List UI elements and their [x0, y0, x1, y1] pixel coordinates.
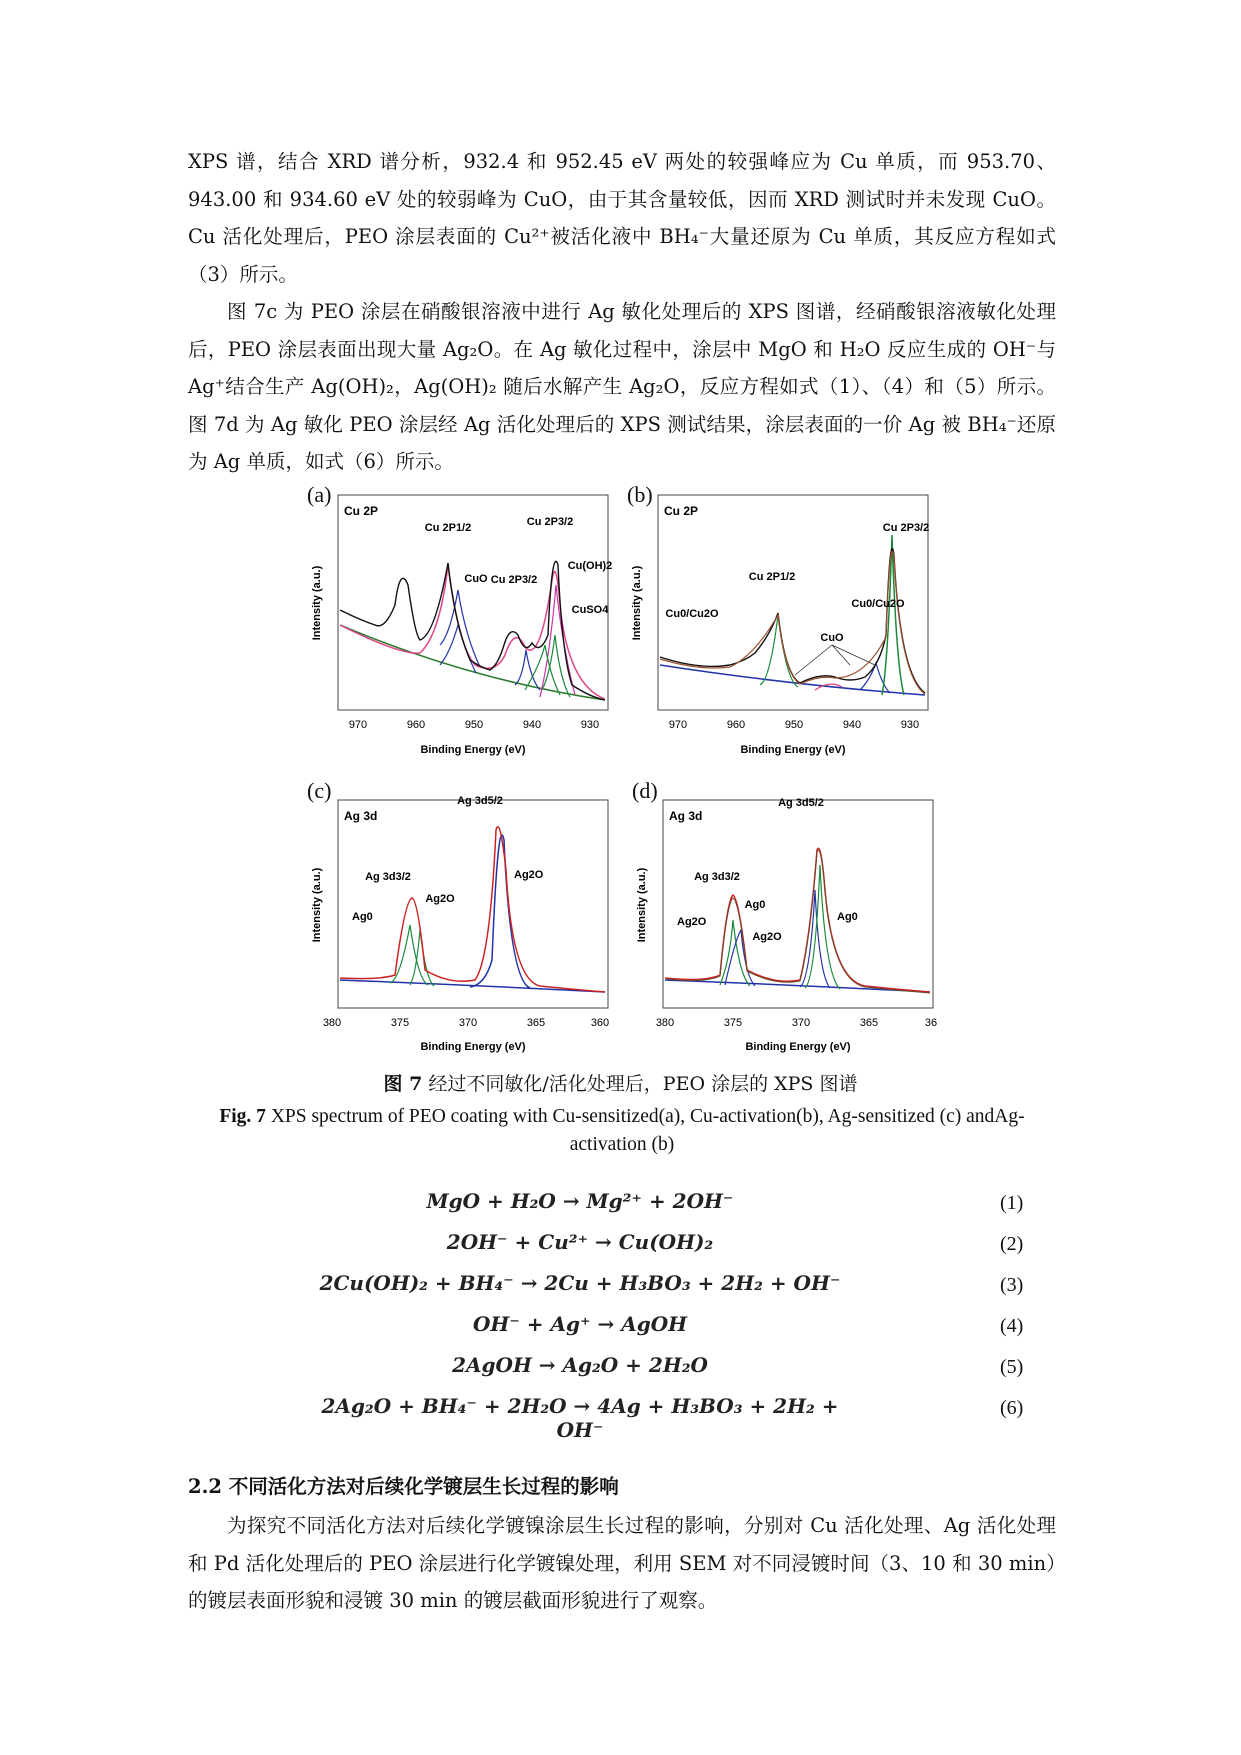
equation-2-number: (2)	[1000, 1233, 1024, 1255]
equation-4-number: (4)	[1000, 1315, 1024, 1337]
annotation-c-ag0: Ag0	[352, 911, 373, 923]
annotation-d-ag0-b: Ag0	[837, 911, 858, 923]
annotation-b-2: Cu0/Cu2O	[665, 608, 719, 620]
paragraph-3: 为探究不同活化方法对后续化学镀镍涂层生长过程的影响，分别对 Cu 活化处理、Ag 活化处理和 Pd 活化处理后的 PEO 涂层进行化学镀镍处理，利用 SEM 对不同浸镀时间（3、10 和 30 min）的镀层表面形貌和浸镀 30 min 的镀层截面形貌进行了观察。	[188, 1514, 1056, 1612]
annotation-c-ag2o-b: Ag2O	[425, 893, 455, 905]
annotation-b-3: Cu0/Cu2O	[851, 598, 905, 610]
figure-caption-cn	[0, 1069, 1241, 1096]
annotation-a-3: CuO	[464, 573, 488, 585]
equation-5-number: (5)	[1000, 1356, 1024, 1378]
annotation-d-ag2o-b: Ag2O	[752, 931, 782, 943]
svg-text:970: 970	[668, 719, 688, 731]
svg-text:36: 36	[924, 1017, 938, 1029]
svg-text:950: 950	[464, 719, 484, 731]
annotation-b-1: Cu 2P1/2	[748, 571, 796, 583]
xps-chart-c	[300, 780, 620, 1060]
panel-label-a: (a)	[307, 482, 332, 507]
svg-text:365: 365	[859, 1017, 879, 1029]
annotation-d-ag2o-a: Ag2O	[677, 916, 707, 928]
svg-text:960: 960	[726, 719, 746, 731]
annotation-c-ag2o-a: Ag2O	[514, 869, 544, 881]
y-axis-label-d: Intensity (a.u.)	[636, 867, 648, 943]
svg-text:970: 970	[348, 719, 368, 731]
figure-caption-en-text: XPS spectrum of PEO coating with Cu-sensitized(a), Cu-activation(b), Ag-sensitized (c) andAg-activation (b)	[270, 1106, 1025, 1155]
annotation-a-4: Cu(OH)2	[567, 560, 613, 572]
svg-text:930: 930	[580, 719, 600, 731]
panel-label-b: (b)	[627, 482, 653, 507]
svg-text:380: 380	[322, 1017, 342, 1029]
annotation-a-0: Cu 2P1/2	[424, 522, 472, 534]
equation-5: 2AgOH → Ag₂O + 2H₂O	[452, 1353, 708, 1377]
element-label-a: Cu 2P	[344, 504, 379, 518]
annotation-b-0: Cu 2P3/2	[882, 522, 930, 534]
svg-text:370: 370	[791, 1017, 811, 1029]
annotation-a-1: Cu 2P3/2	[490, 574, 538, 586]
y-axis-label-b: Intensity (a.u.)	[631, 565, 643, 641]
panel-label-d: (d)	[632, 778, 658, 803]
figure-caption-cn-label: 图 7	[383, 1073, 423, 1095]
svg-text:365: 365	[526, 1017, 546, 1029]
xps-chart-a	[300, 485, 620, 765]
equation-6: 2Ag₂O + BH₄⁻ + 2H₂O → 4Ag + H₃BO₃ + 2H₂ + OH⁻	[321, 1394, 839, 1442]
svg-text:950: 950	[784, 719, 804, 731]
svg-text:940: 940	[522, 719, 542, 731]
annotation-b-4: CuO	[820, 632, 844, 644]
figure-caption-en	[188, 1103, 1056, 1159]
equation-3: 2Cu(OH)₂ + BH₄⁻ → 2Cu + H₃BO₃ + 2H₂ + OH⁻	[319, 1271, 841, 1295]
svg-text:940: 940	[842, 719, 862, 731]
svg-text:380: 380	[655, 1017, 675, 1029]
y-axis-label-c: Intensity (a.u.)	[311, 867, 323, 943]
equation-1: MgO + H₂O → Mg²⁺ + 2OH⁻	[426, 1189, 734, 1213]
y-axis-label-a: Intensity (a.u.)	[311, 565, 323, 641]
xps-chart-b	[620, 485, 940, 765]
element-label-d: Ag 3d	[669, 809, 703, 823]
xps-chart-d	[625, 780, 950, 1060]
equation-6-number: (6)	[1000, 1397, 1024, 1419]
svg-text:370: 370	[458, 1017, 478, 1029]
equation-1-number: (1)	[1000, 1192, 1024, 1214]
figure-caption-cn-text: 经过不同敏化/活化处理后，PEO 涂层的 XPS 图谱	[428, 1073, 858, 1095]
annotation-a-2: Cu 2P3/2	[526, 516, 574, 528]
paragraph-2: 图 7c 为 PEO 涂层在硝酸银溶液中进行 Ag 敏化处理后的 XPS 图谱，经硝酸银溶液敏化处理后，PEO 涂层表面出现大量 Ag₂O。在 Ag 敏化过程中，涂层中 MgO 和 H₂O 反应生成的 OH⁻与 Ag⁺结合生产 Ag(OH)₂，Ag(OH)₂ 随后水解产生 Ag₂O，反应方程如式（1）、（4）和（5）所示。图 7d 为 Ag 敏化 PEO 涂层经 Ag 活化处理后的 XPS 测试结果，涂层表面的一价 Ag 被 BH₄⁻还原为 Ag 单质，如式（6）所示。	[188, 300, 1056, 473]
figure-caption-en-label: Fig. 7	[219, 1106, 266, 1127]
annotation-d-3d3: Ag 3d3/2	[694, 871, 740, 883]
section-heading: 2.2 不同活化方法对后续化学镀层生长过程的影响	[188, 1475, 619, 1498]
x-ticks-c	[323, 1017, 609, 1029]
svg-text:930: 930	[900, 719, 920, 731]
annotation-c-3d5: Ag 3d5/2	[457, 795, 503, 807]
x-ticks-b	[669, 719, 919, 731]
equation-2: 2OH⁻ + Cu²⁺ → Cu(OH)₂	[446, 1230, 714, 1254]
panel-label-c: (c)	[307, 778, 332, 803]
equation-3-number: (3)	[1000, 1274, 1024, 1296]
x-axis-label-a: Binding Energy (eV)	[420, 744, 526, 756]
x-axis-label-d: Binding Energy (eV)	[745, 1041, 851, 1053]
x-axis-label-c: Binding Energy (eV)	[420, 1041, 526, 1053]
annotation-a-5: CuSO4	[571, 604, 609, 616]
paragraph-1: XPS 谱，结合 XRD 谱分析，932.4 和 952.45 eV 两处的较强峰应为 Cu 单质，而 953.70、943.00 和 934.60 eV 处的较弱峰为 CuO，由于其含量较低，因而 XRD 测试时并未发现 CuO。Cu 活化处理后，PEO 涂层表面的 Cu²⁺被活化液中 BH₄⁻大量还原为 Cu 单质，其反应方程如式（3）所示。	[188, 150, 1056, 286]
svg-text:360: 360	[590, 1017, 610, 1029]
element-label-c: Ag 3d	[344, 809, 378, 823]
annotation-c-3d3: Ag 3d3/2	[365, 871, 411, 883]
svg-text:375: 375	[390, 1017, 410, 1029]
svg-text:960: 960	[406, 719, 426, 731]
x-ticks-a	[349, 719, 599, 731]
x-ticks-d	[656, 1017, 937, 1029]
annotation-d-ag0-a: Ag0	[744, 899, 766, 911]
element-label-b: Cu 2P	[664, 504, 699, 518]
equation-4: OH⁻ + Ag⁺ → AgOH	[472, 1312, 688, 1336]
svg-text:375: 375	[723, 1017, 743, 1029]
annotation-d-3d5: Ag 3d5/2	[778, 797, 824, 809]
x-axis-label-b: Binding Energy (eV)	[740, 744, 846, 756]
